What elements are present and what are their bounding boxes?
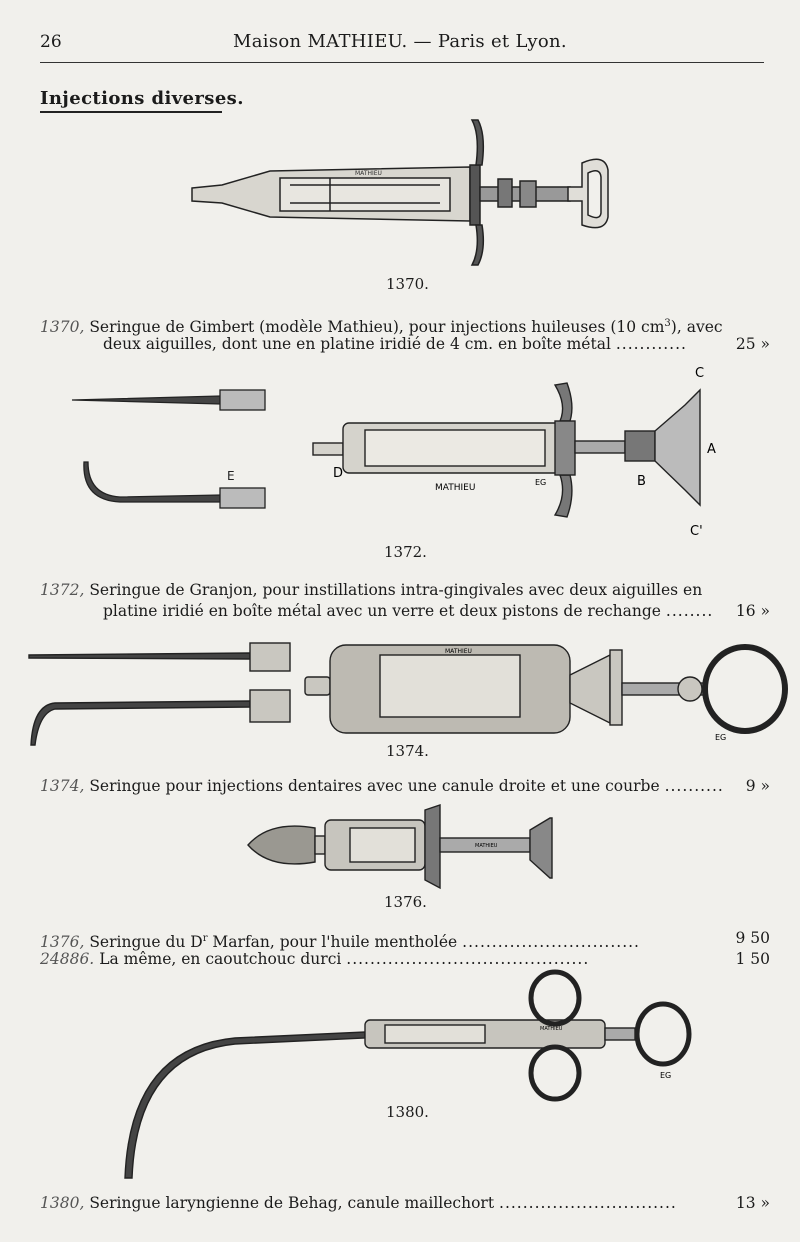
figure-letter: C' (690, 524, 703, 539)
entry-number: 1376, (40, 933, 85, 952)
needles-1372-illustration (70, 380, 270, 520)
leader-dots: ........ (665, 602, 714, 620)
syringe-engraving: MATHIEU (445, 648, 472, 655)
catalog-entry-1380 (40, 1193, 770, 1214)
catalog-entry-1376 (40, 928, 770, 970)
section-title: Injections diverses. (40, 88, 244, 109)
syringe-engraving: MATHIEU (435, 483, 476, 493)
running-title: Maison MATHIEU. — Paris et Lyon. (233, 31, 567, 52)
figure-label-1374: 1374. (386, 742, 429, 760)
catalog-entry-1374 (40, 776, 770, 797)
syringe-1372-illustration (305, 365, 725, 540)
entry-superscript: r (202, 933, 208, 944)
catalog-entry-1372 (40, 580, 770, 622)
entry-description: La même, en caoutchouc durci (99, 950, 342, 968)
leader-dots: .............................. (462, 933, 640, 952)
syringe-engraving: MATHIEU (355, 170, 382, 177)
entry-price: 16 » (735, 602, 770, 620)
entry-description: Seringue pour injections dentaires avec une canule droite et une courbe (89, 777, 660, 795)
entry-description: Seringue de Granjon, pour instillations intra-gingivales avec deux aiguilles en (89, 581, 703, 599)
syringe-1374-illustration (25, 635, 795, 750)
entry-description-prefix: Seringue du D (89, 933, 203, 952)
entry-number: 24886. (40, 950, 95, 968)
leader-dots: ......................................... (346, 950, 590, 968)
entry-description: Seringue de Gimbert (modèle Mathieu), pour injections huileuses (10 cm (89, 318, 665, 337)
figure-letter: C (695, 366, 705, 381)
figure-label-1376: 1376. (384, 893, 427, 911)
entry-price: 9 » (745, 777, 770, 795)
syringe-1376-illustration (240, 800, 565, 895)
syringe-engraving: MATHIEU (540, 1026, 563, 1032)
entry-description: Marfan, pour l'huile mentholée (207, 933, 458, 952)
entry-number: 1370, (40, 318, 85, 337)
syringe-1380-illustration (115, 968, 705, 1183)
catalog-entry-1370 (40, 313, 770, 355)
figure-label-1372: 1372. (384, 543, 427, 561)
leader-dots: .............................. (499, 1194, 677, 1212)
entry-price: 9 50 (735, 929, 770, 947)
header-rule (40, 62, 764, 63)
entry-price: 25 » (735, 335, 770, 353)
figure-letter: D (333, 466, 344, 481)
entry-number: 1374, (40, 777, 85, 795)
entry-superscript: 3 (664, 318, 671, 329)
figure-letter: A (707, 442, 716, 457)
section-underline (40, 111, 222, 113)
entry-description-cont: deux aiguilles, dont une en platine iridié de 4 cm. en boîte métal (103, 335, 611, 353)
entry-price: 1 50 (735, 950, 770, 968)
entry-number: 1380, (40, 1194, 85, 1212)
entry-number: 1372, (40, 581, 85, 599)
engraver-signature: EG (715, 733, 727, 742)
figure-label-1370: 1370. (386, 275, 429, 293)
figure-letter: B (637, 474, 646, 489)
figure-letter: E (227, 469, 235, 483)
syringe-1370-illustration (180, 115, 620, 275)
leader-dots: .......... (664, 777, 724, 795)
entry-description-end: ), avec (670, 318, 723, 337)
figure-label-1380: 1380. (386, 1103, 429, 1121)
engraver-signature: EG (660, 1071, 672, 1080)
entry-price: 13 » (735, 1194, 770, 1212)
entry-description: Seringue laryngienne de Behag, canule maillechort (89, 1194, 495, 1212)
engraver-signature: EG (535, 478, 547, 487)
leader-dots: ............ (615, 335, 687, 353)
entry-description-cont: platine iridié en boîte métal avec un verre et deux pistons de rechange (103, 602, 661, 620)
page-number: 26 (40, 32, 62, 52)
syringe-engraving: MATHIEU (475, 843, 498, 849)
